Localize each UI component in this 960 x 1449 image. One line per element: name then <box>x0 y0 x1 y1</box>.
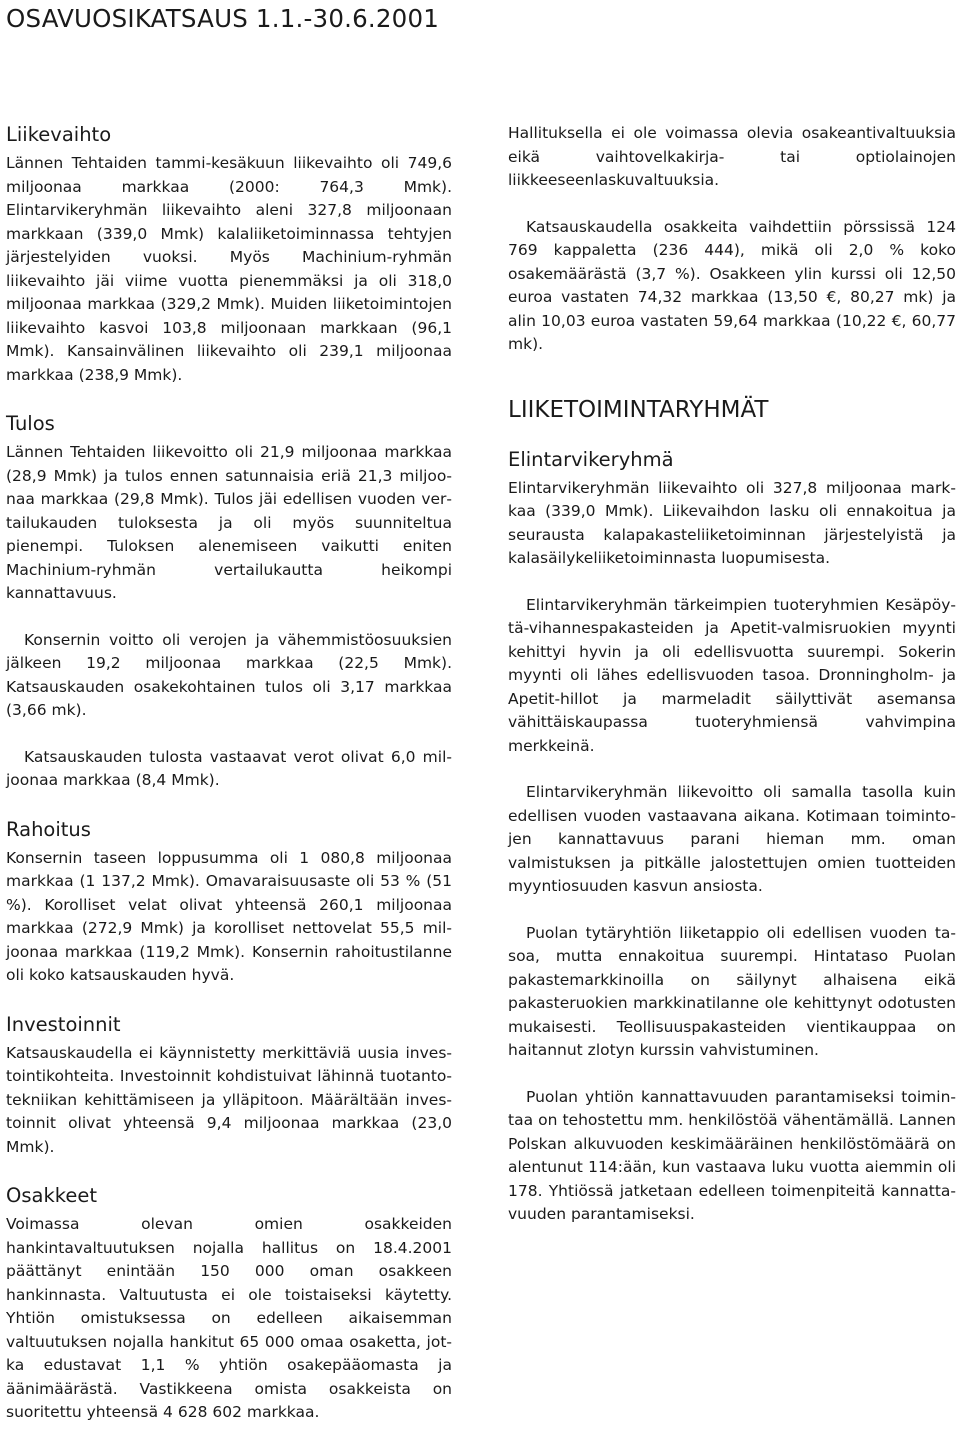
page-title: OSAVUOSIKATSAUS 1.1.-30.6.2001 <box>6 4 440 33</box>
paragraph: Voimassa olevan omien osakkeiden hankintavaltuutuksen nojalla hallitus on 18.4.2001 päättänyt enintään 150 000 oman osakkeen hankinnasta. Valtuutusta ei ole toistaiseksi käytetty. Yhtiön omistuksessa on edelleen aikaisemman valtuutuksen nojalla hankitut 65 000 omaa osaketta, jotka edustavat 1,1 % yhtiön osakepääomasta ja äänimäärästä. Vastikkeena omista osakkeista on suoritettu yhteensä 4 628 602 markkaa. <box>6 1215 452 1421</box>
paragraph: Elintarvikeryhmän liikevoitto oli samalla tasolla kuin edellisen vuoden vastaavana aikana. Kotimaan toimintojen kannattavuus parani hieman mm. oman valmistuksen ja pitkälle jalostettujen omien tuotteiden myyntiosuuden kasvun ansiosta. <box>508 783 956 895</box>
section-osakkeet <box>6 1183 452 1425</box>
heading-elintarvikeryhma: Elintarvikeryhmä <box>508 447 674 471</box>
section-heading-liiketoimintaryhmat: LIIKETOIMINTARYHMÄT <box>508 396 769 423</box>
paragraph: Konsernin taseen loppusumma oli 1 080,8 miljoonaa markkaa (1 137,2 Mmk). Omavaraisuusaste oli 53 % (51 %). Korolliset velat olivat yhteensä 260,1 miljoonaa markkaa (272,9 Mmk) ja korolliset nettovelat 55,5 miljoonaa markkaa (119,2 Mmk). Konsernin rahoitustilanne oli koko katsauskauden hyvä. <box>6 848 452 984</box>
section-rahoitus <box>6 817 452 988</box>
heading-rahoitus: Rahoitus <box>6 817 91 841</box>
paragraph: Lännen Tehtaiden tammi-kesäkuun liikevaihto oli 749,6 miljoonaa markkaa (2000: 764,3 Mmk). Elintarvikeryhmän liikevaihto aleni 327,8 miljoonaan markkaan (339,0 Mmk) kalaliiketoiminnassa tehtyjen järjestelyiden vuoksi. Myös Machinium-ryhmän liikevaihto jäi viime vuotta pienemmäksi ja oli 318,0 miljoonaa markkaa (329,2 Mmk). Muiden liiketoimintojen liikevaihto kasvoi 103,8 miljoonaan markkaan (96,1 Mmk). Kansainvälinen liikevaihto oli 239,1 miljoonaa markkaa (238,9 Mmk). <box>6 154 452 384</box>
section-tulos <box>6 411 452 793</box>
paragraph: Konsernin voitto oli verojen ja vähemmistöosuuksien jälkeen 19,2 miljoonaa markkaa (22,5 Mmk). Katsauskauden osakekohtainen tulos oli 3,17 markkaa (3,66 mk). <box>6 630 452 719</box>
paragraph: Katsauskauden tulosta vastaavat verot olivat 6,0 miljoonaa markkaa (8,4 Mmk). <box>6 747 452 789</box>
paragraph: Puolan yhtiön kannattavuuden parantamiseksi toimintaa on tehostettu mm. henkilöstöä vähentämällä. Lannen Polskan alkuvuoden keskimääräinen henkilöstömäärä on alentunut 114:ään, kun vastaava luku vuotta aiemmin oli 178. Yhtiössä jatketaan edelleen toimenpiteitä kannattavuuden parantamiseksi. <box>508 1087 956 1223</box>
heading-osakkeet: Osakkeet <box>6 1184 97 1207</box>
paragraph: Katsauskaudella ei käynnistetty merkittäviä uusia investointikohteita. Investoinnit kohdistuivat lähinnä tuotantotekniikan kehittämiseen ja ylläpitoon. Määrältään investoinnit olivat yhteensä 9,4 miljoonaa markkaa (23,0 Mmk). <box>6 1043 452 1156</box>
paragraph: Lännen Tehtaiden liikevoitto oli 21,9 miljoonaa markkaa (28,9 Mmk) ja tulos ennen satunnaisia eriä 21,3 miljoonaa markkaa (29,8 Mmk). Tulos jäi edellisen vuoden vertailukauden tuloksesta ja oli myös suunniteltua pienempi. Tuloksen alenemiseen vaikutti eniten Machinium-ryhmän vertailukautta heikompi kannattavuus. <box>6 443 452 602</box>
heading-liikevaihto: Liikevaihto <box>6 123 112 146</box>
paragraph: Elintarvikeryhmän liikevaihto oli 327,8 miljoonaa markkaa (339,0 Mmk). Liikevaihdon lasku oli ennakoitua ja seurausta kalapakasteliiketoiminnan järjestelyistä ja kalasäilykeliiketoiminnasta luopumisesta. <box>508 478 956 567</box>
paragraph: Katsauskaudella osakkeita vaihdettiin pörssissä 124 769 kappaletta (236 444), mikä oli 2,0 % koko osakemäärästä (3,7 %). Osakkeen ylin kurssi oli 12,50 euroa vastaten 74,32 markkaa (13,50 €, 80,27 mk) ja alin 10,03 euroa vastaten 59,64 markkaa (10,22 €, 60,77 mk). <box>508 217 956 353</box>
right-column <box>508 122 956 1227</box>
left-column <box>6 122 452 1449</box>
section-elintarvikeryhma <box>508 447 956 1227</box>
heading-tulos: Tulos <box>6 412 55 435</box>
paragraph: Elintarvikeryhmän tärkeimpien tuoteryhmien Kesäpöytä-vihannespakasteiden ja Apetit-valmisruokien myynti kehittyi hyvin ja oli edellisvuotta suurempi. Sokerin myynti oli lähes edellisvuoden tasoa. Dronningholm- ja Apetit-hillot ja marmeladit säilyttivät asemansa vähittäiskaupassa tuoteryhmiensä vahvimpina merkkeinä. <box>508 595 956 755</box>
section-liikevaihto <box>6 122 452 387</box>
paragraph: Hallituksella ei ole voimassa olevia osakeantivaltuuksia eikä vaihtovelkakirja- tai optiolainojen liikkeeseenlaskuvaltuuksia. <box>508 124 956 189</box>
heading-investoinnit: Investoinnit <box>6 1012 121 1036</box>
paragraph: Puolan tytäryhtiön liiketappio oli edellisen vuoden tasoa, mutta ennakoitua suurempi. Hintataso Puolan pakastemarkkinoilla on säilynyt alhaisena eikä pakasteruokien markkinatilanne ole kehittynyt odotusten mukaisesti. Teollisuuspakasteiden vientikauppaa on haitannut zlotyn kurssin vahvistuminen. <box>508 923 956 1059</box>
section-investoinnit <box>6 1012 452 1160</box>
